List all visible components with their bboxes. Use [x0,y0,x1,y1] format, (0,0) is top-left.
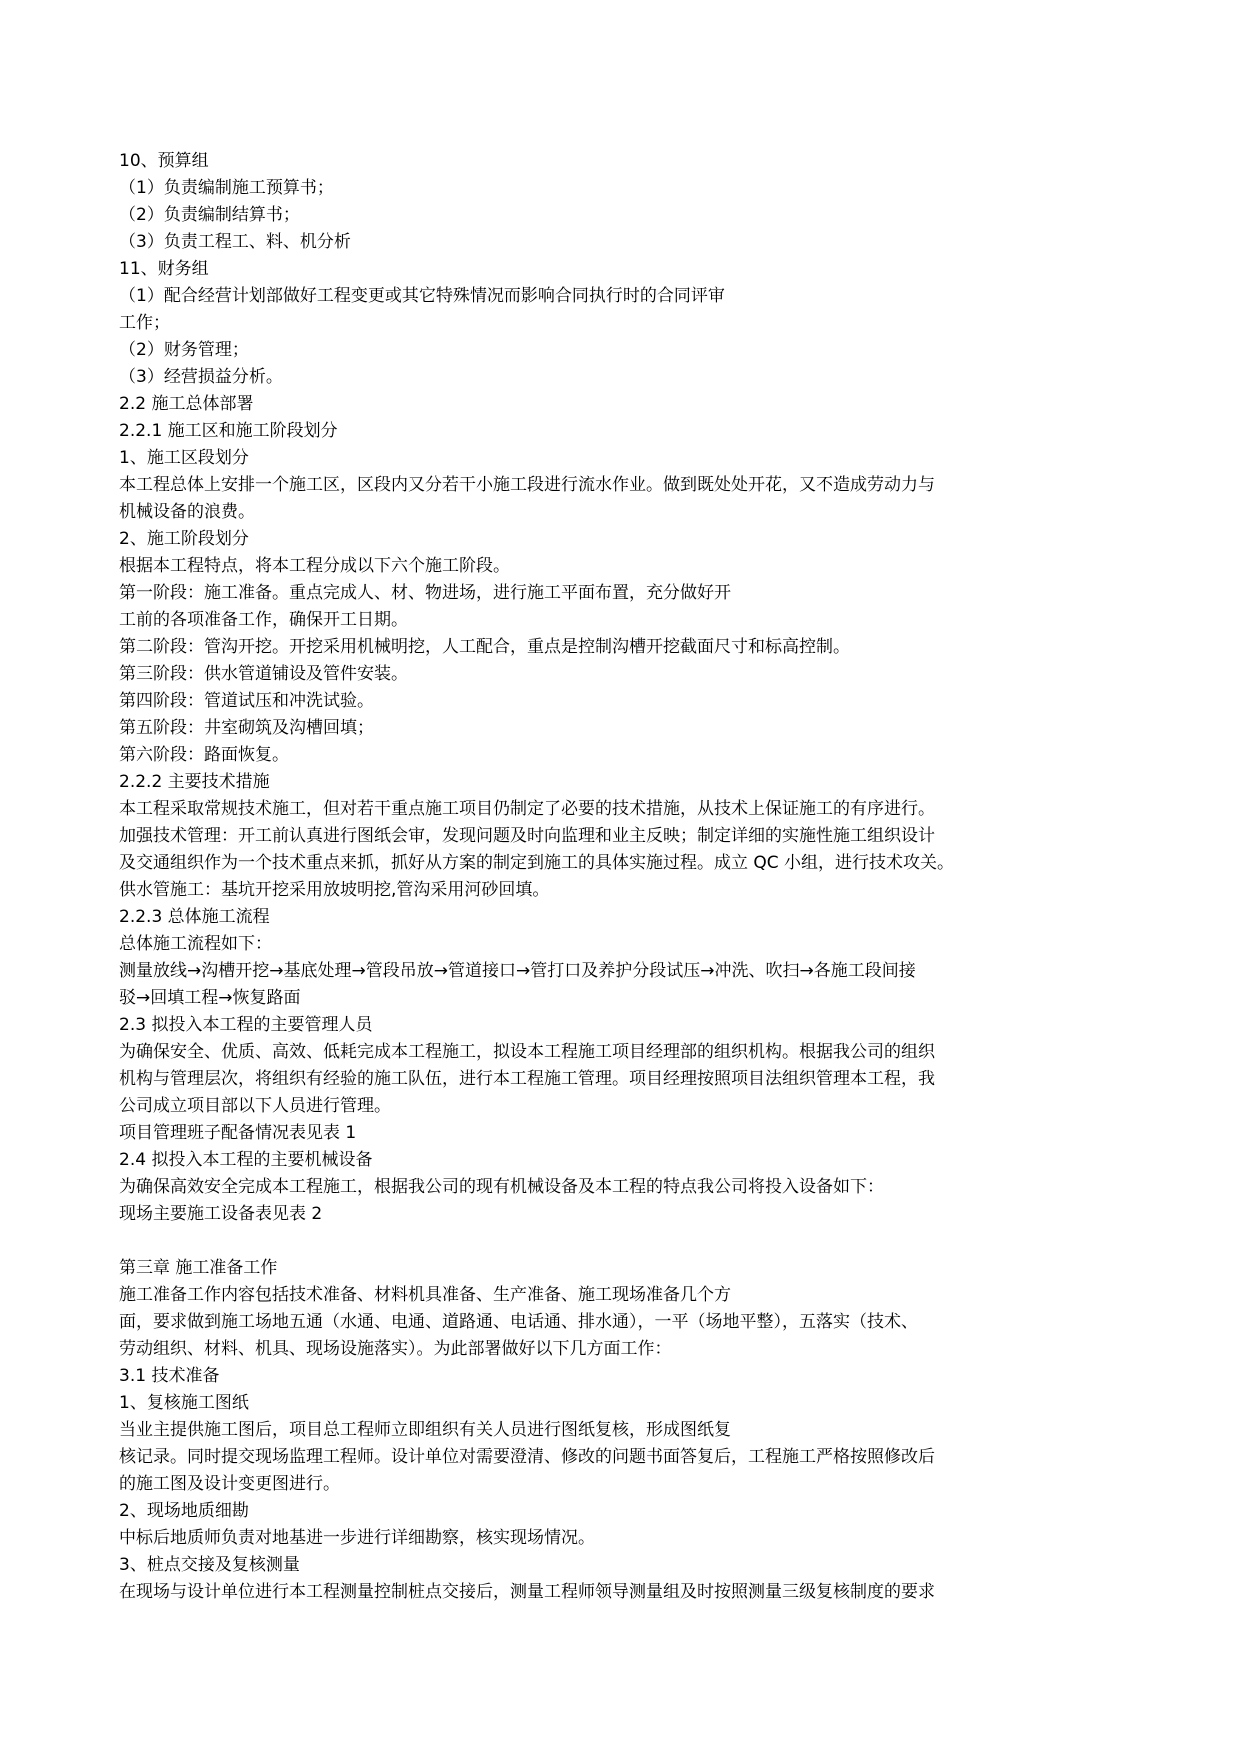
text-line: 工前的各项准备工作，确保开工日期。 [119,610,408,630]
text-line: 1、复核施工图纸 [119,1393,249,1413]
text-line: 加强技术管理：开工前认真进行图纸会审，发现问题及时向监理和业主反映；制定详细的实施性施工组织设计 [119,826,935,846]
text-line: 1、施工区段划分 [119,448,249,468]
text-line: 的施工图及设计变更图进行。 [119,1474,340,1494]
text-line: （1）配合经营计划部做好工程变更或其它特殊情况而影响合同执行时的合同评审 [119,286,725,306]
text-line: 当业主提供施工图后，项目总工程师立即组织有关人员进行图纸复核，形成图纸复 [119,1420,731,1440]
text-line: 2.2 施工总体部署 [119,394,254,414]
text-line: （2）负责编制结算书； [119,205,300,225]
text-line: 供水管施工：基坑开挖采用放坡明挖,管沟采用河砂回填。 [119,880,550,900]
text-line: 2、现场地质细勘 [119,1501,249,1521]
text-line: 为确保安全、优质、高效、低耗完成本工程施工，拟设本工程施工项目经理部的组织机构。根据我公司的组织 [119,1042,935,1062]
text-line: 第三阶段：供水管道铺设及管件安装。 [119,664,408,684]
text-line: 机械设备的浪费。 [119,502,255,522]
text-line: 公司成立项目部以下人员进行管理。 [119,1096,391,1116]
text-line: 项目管理班子配备情况表见表 1 [119,1123,357,1143]
text-line: 第二阶段：管沟开挖。开挖采用机械明挖，人工配合，重点是控制沟槽开挖截面尺寸和标高控制。 [119,637,850,657]
text-line: （2）财务管理； [119,340,249,360]
text-line: 现场主要施工设备表见表 2 [119,1204,323,1224]
text-line: 第五阶段：井室砌筑及沟槽回填； [119,718,374,738]
text-line: 3、桩点交接及复核测量 [119,1555,300,1575]
text-line: 根据本工程特点，将本工程分成以下六个施工阶段。 [119,556,510,576]
text-line: （1）负责编制施工预算书； [119,178,334,198]
text-line: 第三章 施工准备工作 [119,1258,278,1278]
text-line: 中标后地质师负责对地基进一步进行详细勘察，核实现场情况。 [119,1528,595,1548]
document-page [119,148,1129,1606]
text-line: 3.1 技术准备 [119,1366,220,1386]
text-line: 机构与管理层次，将组织有经验的施工队伍，进行本工程施工管理。项目经理按照项目法组织管理本工程，我 [119,1069,935,1089]
text-line: 2.3 拟投入本工程的主要管理人员 [119,1015,373,1035]
text-line: 驳→回填工程→恢复路面 [119,988,301,1008]
text-line: 11、财务组 [119,259,209,279]
blank-line [119,1228,1129,1255]
text-line: 2.2.1 施工区和施工阶段划分 [119,421,338,441]
text-line: 在现场与设计单位进行本工程测量控制桩点交接后，测量工程师领导测量组及时按照测量三级复核制度的要求 [119,1582,935,1602]
text-line: 2、施工阶段划分 [119,529,249,549]
text-line: 及交通组织作为一个技术重点来抓，抓好从方案的制定到施工的具体实施过程。成立 QC 小组，进行技术攻关。 [119,853,955,873]
text-line: 本工程总体上安排一个施工区，区段内又分若干小施工段进行流水作业。做到既处处开花，又不造成劳动力与 [119,475,935,495]
text-line: 本工程采取常规技术施工，但对若干重点施工项目仍制定了必要的技术措施，从技术上保证施工的有序进行。 [119,799,935,819]
text-line: 10、预算组 [119,151,209,171]
text-line: 第一阶段：施工准备。重点完成人、材、物进场，进行施工平面布置，充分做好开 [119,583,731,603]
text-line: 第四阶段：管道试压和冲洗试验。 [119,691,374,711]
text-line: 2.2.3 总体施工流程 [119,907,270,927]
text-line: 2.4 拟投入本工程的主要机械设备 [119,1150,373,1170]
text-line: 劳动组织、材料、机具、现场设施落实）。为此部署做好以下几方面工作： [119,1339,672,1359]
text-line: 核记录。同时提交现场监理工程师。设计单位对需要澄清、修改的问题书面答复后，工程施工严格按照修改后 [119,1447,935,1467]
text-line: 为确保高效安全完成本工程施工，根据我公司的现有机械设备及本工程的特点我公司将投入设备如下： [119,1177,884,1197]
text-line: 总体施工流程如下： [119,934,272,954]
text-line: 2.2.2 主要技术措施 [119,772,270,792]
text-line: 第六阶段：路面恢复。 [119,745,289,765]
text-line: 施工准备工作内容包括技术准备、材料机具准备、生产准备、施工现场准备几个方 [119,1285,731,1305]
text-line: （3）负责工程工、料、机分析 [119,232,351,252]
text-line: （3）经营损益分析。 [119,367,283,387]
text-line: 测量放线→沟槽开挖→基底处理→管段吊放→管道接口→管打口及养护分段试压→冲洗、吹扫→各施工段间接 [119,961,916,981]
text-line: 工作； [119,313,170,333]
text-line: 面，要求做到施工场地五通（水通、电通、道路通、电话通、排水通），一平（场地平整），五落实（技术、 [119,1312,918,1332]
